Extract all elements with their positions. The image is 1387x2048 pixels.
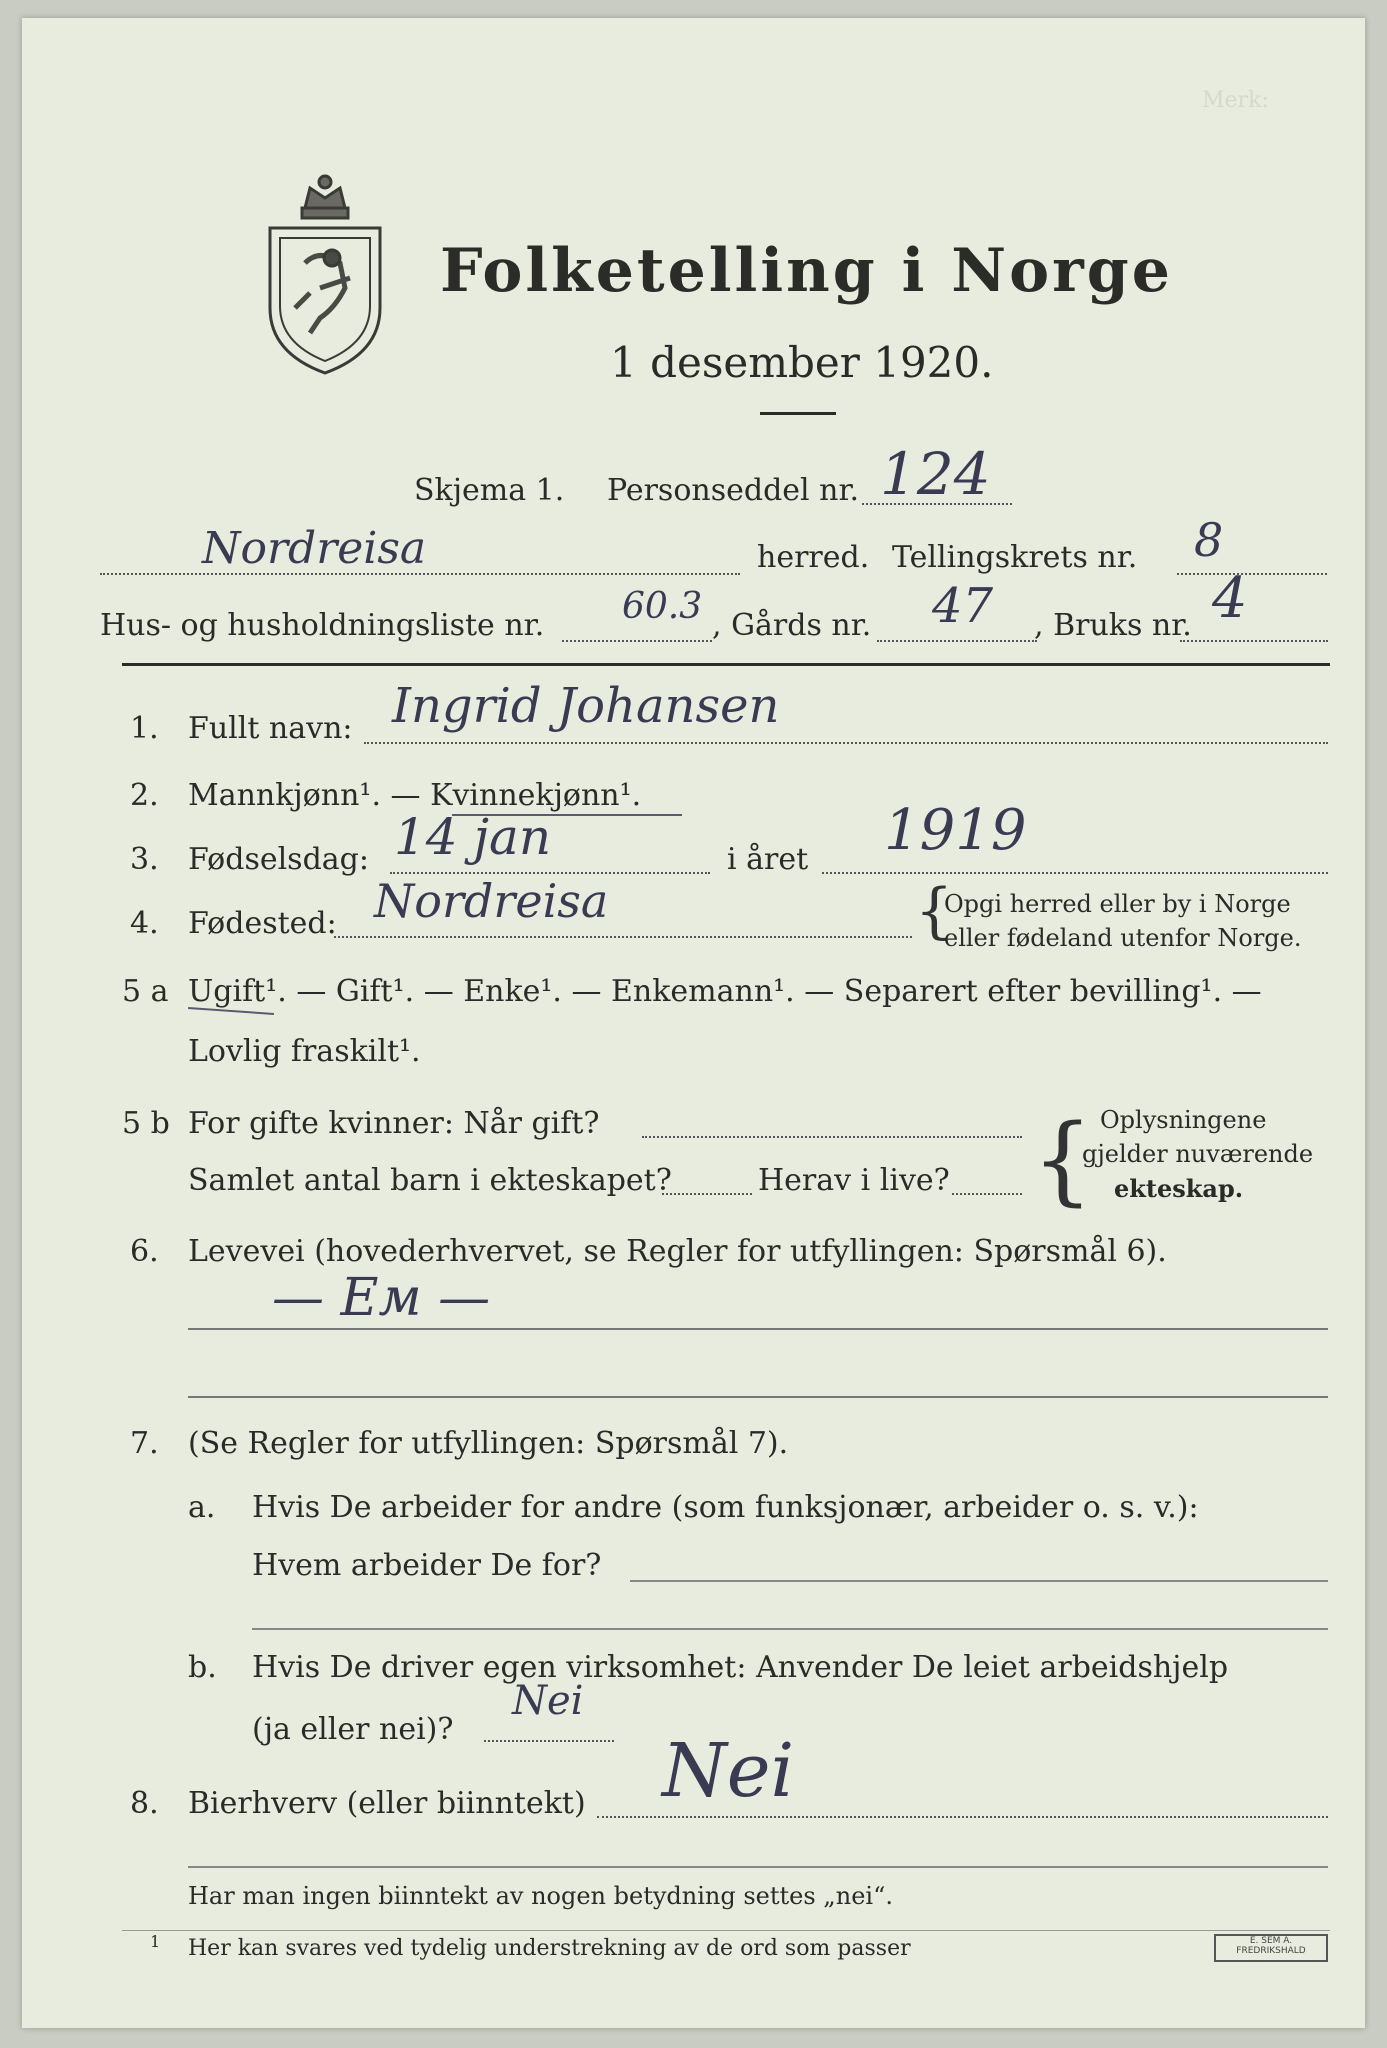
q2-number: 2. [130, 778, 159, 813]
q7a-number: a. [188, 1490, 216, 1525]
bruks-value[interactable]: 4 [1212, 566, 1248, 631]
q7b-line [484, 1740, 614, 1742]
q7a-label-2: Hvem arbeider De for? [252, 1548, 602, 1583]
q5a-number: 5 a [122, 974, 169, 1009]
form-title: Folketelling i Norge [440, 236, 1173, 306]
q7a-line [630, 1580, 1328, 1582]
norway-coat-of-arms-icon [250, 168, 400, 378]
q7b-label: Hvis De driver egen virksomhet: Anvender De leiet arbeidshjelp [252, 1650, 1229, 1685]
q5b-label: For gifte kvinner: Når gift? [188, 1106, 600, 1141]
bruks-line [1180, 640, 1328, 642]
q4-note-2: eller fødeland utenfor Norge. [944, 924, 1302, 952]
husholdning-line [562, 640, 712, 642]
husholdning-label: Hus- og husholdningsliste nr. [100, 608, 545, 643]
q1-line [364, 742, 1328, 744]
q2-label: Mannkjønn¹. — Kvinnekjønn¹. [188, 778, 642, 813]
census-form-page [22, 18, 1365, 2028]
q7b-number: b. [188, 1650, 217, 1685]
census-date: 1 desember 1920. [610, 338, 994, 387]
q7a-label: Hvis De arbeider for andre (som funksjonær, arbeider o. s. v.): [252, 1490, 1199, 1525]
personseddel-label: Personseddel nr. [607, 473, 860, 508]
q7-label: (Se Regler for utfyllingen: Spørsmål 7). [188, 1426, 789, 1461]
q5a-label: Ugift¹. — Gift¹. — Enke¹. — Enkemann¹. — Separert efter bevilling¹. — [188, 974, 1262, 1009]
q3-year-line [822, 872, 1328, 874]
q4-line [334, 936, 912, 938]
personseddel-value[interactable]: 124 [880, 440, 991, 508]
q6-number: 6. [130, 1234, 159, 1269]
q5a-label-2: Lovlig fraskilt¹. [188, 1034, 421, 1069]
q8-label: Bierhverv (eller biinntekt) [188, 1786, 586, 1821]
q6-label: Levevei (hovederhvervet, se Regler for utfyllingen: Spørsmål 6). [188, 1234, 1167, 1269]
q5b-label-2: Samlet antal barn i ekteskapet? [188, 1163, 672, 1198]
q1-value[interactable]: Ingrid Johansen [392, 678, 780, 734]
bruks-label: , Bruks nr. [1034, 608, 1192, 643]
q5b-number: 5 b [122, 1106, 170, 1141]
gards-value[interactable]: 47 [932, 578, 994, 634]
herred-label: herred. [757, 540, 870, 575]
biinntekt-note: Har man ingen biinntekt av nogen betydning settes „nei“. [188, 1882, 893, 1910]
q7b-label-2: (ja eller nei)? [252, 1712, 454, 1747]
title-rule [760, 412, 836, 415]
tellingskrets-line [1177, 573, 1327, 575]
q7-number: 7. [130, 1426, 159, 1461]
q5b-note-3: ekteskap. [1114, 1174, 1244, 1203]
q4-note-1: Opgi herred eller by i Norge [944, 890, 1291, 918]
q1-label: Fullt navn: [188, 711, 353, 746]
q5b-children-line [662, 1193, 752, 1195]
q4-bracket: { [915, 876, 954, 946]
q7b-value[interactable]: Nei [512, 1678, 584, 1724]
tellingskrets-value[interactable]: 8 [1194, 513, 1224, 567]
q5b-note-1: Oplysningene [1100, 1106, 1267, 1134]
gards-line [877, 640, 1037, 642]
footnote-mark: 1 [150, 1932, 161, 1951]
footnote-text: Her kan svares ved tydelig understrekning av de ord som passer [188, 1936, 911, 1961]
q6-line-2 [188, 1396, 1328, 1398]
q8-line-2 [188, 1866, 1328, 1868]
printer-stamp: E. SEM A. FREDRIKSHALD [1214, 1934, 1328, 1962]
schema-label: Skjema 1. [414, 473, 565, 508]
q4-label: Fødested: [188, 906, 337, 941]
q1-number: 1. [130, 711, 159, 746]
q3-year-value[interactable]: 1919 [884, 798, 1027, 863]
q3-number: 3. [130, 842, 159, 877]
q3-label: Fødselsdag: [188, 842, 369, 877]
q5b-when-line [642, 1136, 1022, 1138]
q8-number: 8. [130, 1786, 159, 1821]
q5b-bracket: { [1032, 1104, 1094, 1216]
herred-value[interactable]: Nordreisa [202, 523, 427, 574]
header-divider [122, 663, 1330, 666]
q5b-note-2: gjelder nuværende [1082, 1140, 1314, 1168]
q4-value[interactable]: Nordreisa [374, 874, 609, 928]
q5b-label-3: Herav i live? [758, 1163, 950, 1198]
q4-number: 4. [130, 906, 159, 941]
footnote-rule [122, 1930, 1330, 1931]
q3-value[interactable]: 14 jan [394, 808, 552, 866]
q3-year-label: i året [727, 842, 809, 877]
tellingskrets-label: Tellingskrets nr. [892, 540, 1138, 575]
q8-value[interactable]: Nei [662, 1728, 795, 1814]
q5b-alive-line [952, 1193, 1022, 1195]
q6-value[interactable]: — Ем — [272, 1268, 491, 1328]
q6-line-1 [188, 1328, 1328, 1330]
q7a-line-2 [252, 1628, 1328, 1630]
bleed-through-text: Merk: [1202, 88, 1269, 113]
gards-label: , Gårds nr. [712, 608, 872, 643]
q8-line [597, 1816, 1328, 1818]
husholdning-value[interactable]: 60.3 [622, 586, 703, 627]
